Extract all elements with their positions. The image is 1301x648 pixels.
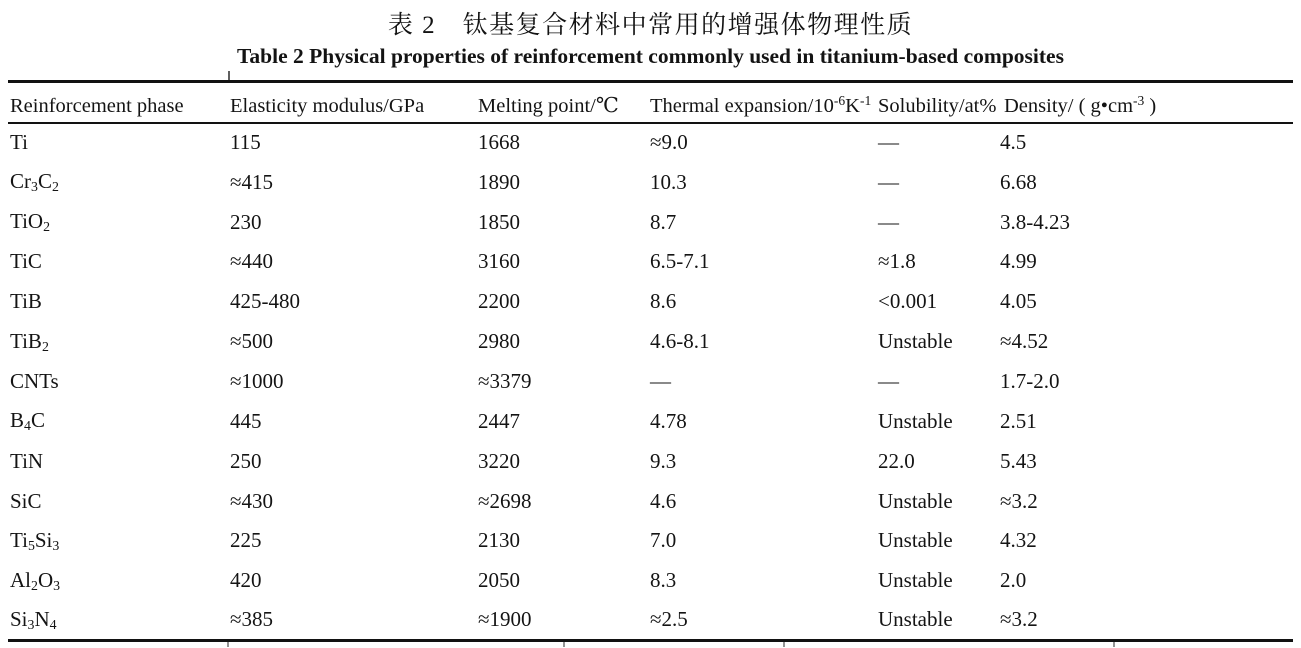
- cell-elasticity-modulus: ≈415: [230, 169, 274, 194]
- cell-solubility: ≈1.8: [878, 249, 916, 274]
- cell-density: 4.5: [1000, 130, 1027, 155]
- cell-reinforcement-phase: $Cr_3C_2$: [10, 169, 59, 195]
- cell-elasticity-modulus: 445: [230, 408, 262, 433]
- cell-density: 6.68: [1000, 169, 1037, 194]
- cell-thermal-expansion: ≈2.5: [650, 607, 688, 632]
- cell-reinforcement-phase: Ti: [10, 130, 28, 155]
- header-row: [8, 82, 1293, 123]
- table-row: [8, 401, 1293, 441]
- cell-solubility: —: [878, 130, 899, 155]
- table-row: [8, 322, 1293, 362]
- cell-thermal-expansion: 4.78: [650, 408, 687, 433]
- cell-melting-point: 2050: [478, 568, 520, 593]
- cell-elasticity-modulus: 225: [230, 528, 262, 553]
- cell-melting-point: 2447: [478, 408, 520, 433]
- cell-solubility: 22.0: [878, 448, 915, 473]
- cell-solubility: Unstable: [878, 408, 953, 433]
- cell-thermal-expansion: 10.3: [650, 169, 687, 194]
- table-row: [8, 282, 1293, 322]
- cell-elasticity-modulus: ≈500: [230, 329, 274, 354]
- cell-melting-point: ≈1900: [478, 607, 532, 632]
- cell-density: 4.99: [1000, 249, 1037, 274]
- col-header-melting-point: Melting point/℃: [478, 82, 650, 123]
- cell-solubility: Unstable: [878, 329, 953, 354]
- table-row: [8, 481, 1293, 521]
- cell-density: 2.51: [1000, 408, 1037, 433]
- cell-melting-point: 3160: [478, 249, 520, 274]
- cell-elasticity-modulus: ≈385: [230, 607, 274, 632]
- cell-elasticity-modulus: ≈1000: [230, 368, 284, 393]
- cell-thermal-expansion: —: [650, 368, 671, 393]
- cell-reinforcement-phase: TiB: [10, 289, 42, 314]
- cell-reinforcement-phase: $Al_2O_3$: [10, 567, 61, 593]
- cell-density: ≈3.2: [1000, 607, 1038, 632]
- col-header-thermal-expansion: Thermal expansion/$10^{-6}K^{-1}$: [650, 82, 878, 123]
- cell-density: 4.32: [1000, 528, 1037, 553]
- table-row: [8, 162, 1293, 202]
- table-row: [8, 561, 1293, 601]
- cell-melting-point: 1890: [478, 169, 520, 194]
- table-row: [8, 441, 1293, 481]
- cell-density: 2.0: [1000, 568, 1027, 593]
- cell-thermal-expansion: 7.0: [650, 528, 677, 553]
- col-header-solubility: Solubility/at%: [878, 82, 1000, 123]
- cell-thermal-expansion: 8.7: [650, 209, 677, 234]
- cell-solubility: —: [878, 169, 899, 194]
- col-header-density: Density/ ( $g•cm^{-3}$ ): [1000, 82, 1293, 123]
- cell-thermal-expansion: 8.3: [650, 568, 677, 593]
- cell-reinforcement-phase: TiN: [10, 448, 44, 473]
- cell-melting-point: 2980: [478, 329, 520, 354]
- cell-solubility: Unstable: [878, 607, 953, 632]
- cell-elasticity-modulus: 230: [230, 209, 262, 234]
- cell-thermal-expansion: 6.5-7.1: [650, 249, 710, 274]
- cell-reinforcement-phase: TiC: [10, 249, 42, 274]
- cell-melting-point: 3220: [478, 448, 520, 473]
- cell-reinforcement-phase: TiB$_2$: [10, 328, 49, 354]
- cell-reinforcement-phase: TiO$_2$: [10, 209, 51, 235]
- cell-thermal-expansion: 8.6: [650, 289, 677, 314]
- cell-elasticity-modulus: ≈440: [230, 249, 274, 274]
- table-row: [8, 202, 1293, 242]
- cell-elasticity-modulus: 420: [230, 568, 262, 593]
- cell-melting-point: 2130: [478, 528, 520, 553]
- cell-density: 5.43: [1000, 448, 1037, 473]
- cell-thermal-expansion: 4.6-8.1: [650, 329, 710, 354]
- table-row: [8, 242, 1293, 282]
- cell-thermal-expansion: 4.6: [650, 488, 677, 513]
- cell-melting-point: 2200: [478, 289, 520, 314]
- cell-melting-point: ≈3379: [478, 368, 532, 393]
- cell-elasticity-modulus: 425-480: [230, 289, 300, 314]
- cell-elasticity-modulus: 250: [230, 448, 262, 473]
- cell-elasticity-modulus: 115: [230, 130, 261, 155]
- table-title-en: Table 2 Physical properties of reinforcement commonly used in titanium-based composites: [237, 44, 1064, 68]
- cell-density: ≈4.52: [1000, 329, 1049, 354]
- cell-solubility: <0.001: [878, 289, 938, 314]
- cell-density: 1.7-2.0: [1000, 368, 1060, 393]
- cell-solubility: Unstable: [878, 488, 953, 513]
- cell-solubility: Unstable: [878, 568, 953, 593]
- cell-density: 3.8-4.23: [1000, 209, 1070, 234]
- cell-melting-point: 1668: [478, 130, 520, 155]
- cell-melting-point: 1850: [478, 209, 520, 234]
- cell-thermal-expansion: 9.3: [650, 448, 677, 473]
- cell-solubility: Unstable: [878, 528, 953, 553]
- col-header-reinforcement-phase: Reinforcement phase: [8, 82, 230, 123]
- cell-melting-point: ≈2698: [478, 488, 532, 513]
- cell-solubility: —: [878, 209, 899, 234]
- properties-table: [8, 80, 1293, 642]
- cell-reinforcement-phase: $B_4C$: [10, 408, 45, 434]
- table-row: [8, 601, 1293, 641]
- table-row: [8, 521, 1293, 561]
- cell-solubility: —: [878, 368, 899, 393]
- cell-density: ≈3.2: [1000, 488, 1038, 513]
- table-title-zh: 表 2 钛基复合材料中常用的增强体物理性质: [387, 12, 914, 39]
- cell-density: 4.05: [1000, 289, 1037, 314]
- cell-reinforcement-phase: $Ti_5Si_3$: [10, 527, 60, 553]
- cell-reinforcement-phase: CNTs: [10, 368, 59, 393]
- cell-reinforcement-phase: SiC: [10, 488, 42, 513]
- table-row: [8, 123, 1293, 163]
- col-header-elasticity-modulus: Elasticity modulus/GPa: [230, 82, 478, 123]
- table-row: [8, 362, 1293, 402]
- table-body: [8, 123, 1293, 641]
- cell-elasticity-modulus: ≈430: [230, 488, 274, 513]
- cell-thermal-expansion: ≈9.0: [650, 130, 688, 155]
- cell-reinforcement-phase: $Si_3N_4$: [10, 606, 57, 632]
